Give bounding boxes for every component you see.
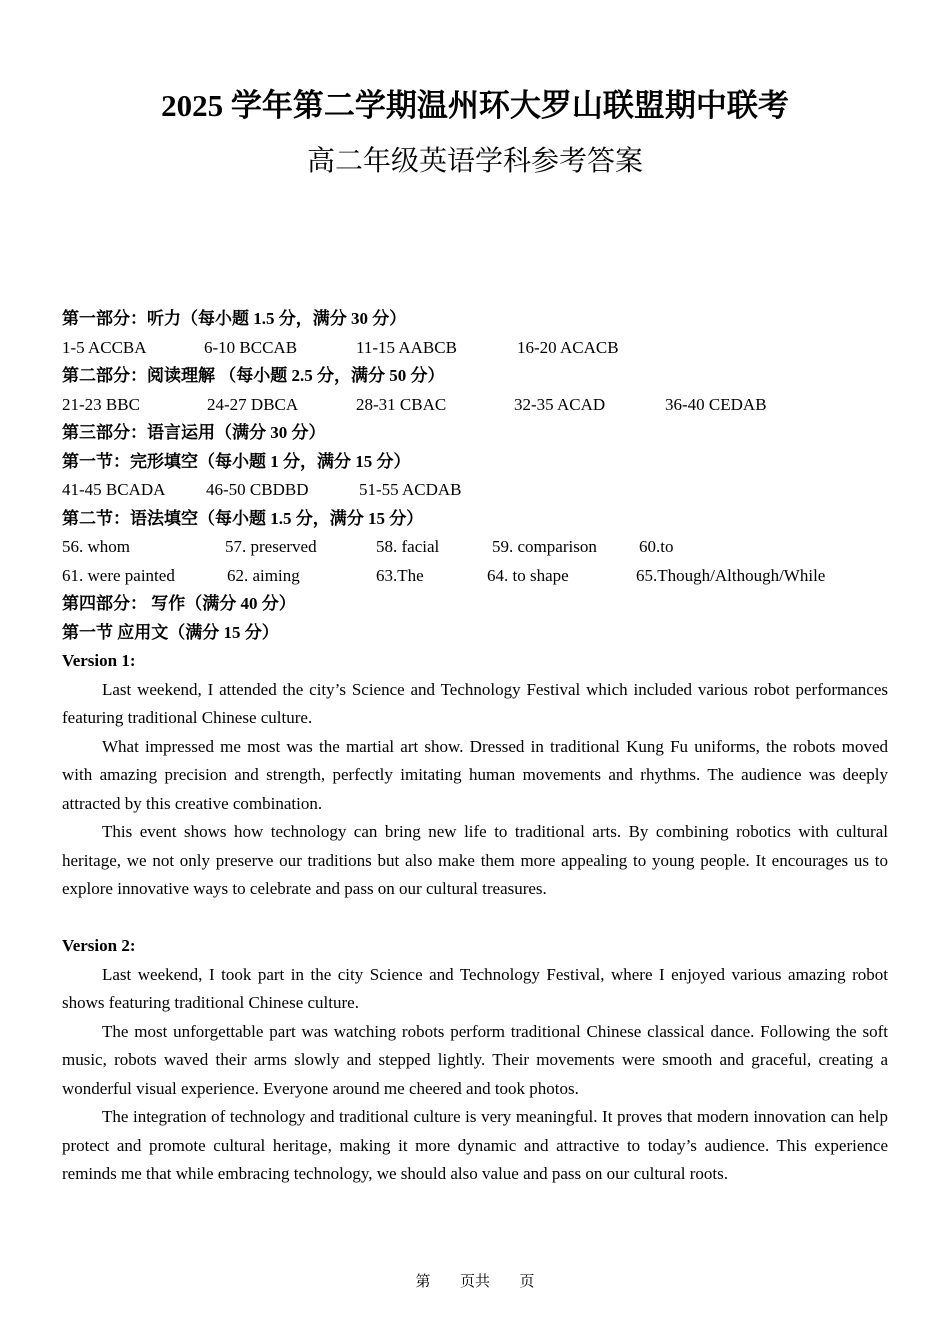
grammar-answer: 60.to: [639, 537, 674, 556]
part3-section2-row1: [62, 533, 888, 562]
part1-heading: 第一部分：听力（每小题 1.5 分，满分 30 分）: [62, 309, 407, 328]
grammar-answer: 58. facial: [376, 537, 440, 556]
grammar-answer: 56. whom: [62, 537, 130, 556]
grammar-answer: 63.The: [376, 565, 424, 585]
version1-paragraph: What impressed me most was the martial art show. Dressed in traditional Kung Fu uniforms, the robots moved with amazing precision and strength, perfectly imitating human movements and rhythms. The audience was deeply attracted by this creative combination.: [62, 736, 888, 813]
answer-group: 51-55 ACDAB: [359, 480, 462, 499]
answer-group: 36-40 CEDAB: [665, 394, 767, 414]
part3-section2-heading: 第二节：语法填空（每小题 1.5 分，满分 15 分）: [62, 508, 424, 528]
answer-group: 28-31 CBAC: [356, 394, 447, 414]
answer-group: 6-10 BCCAB: [204, 337, 298, 357]
page-title: 2025 学年第二学期温州环大罗山联盟期中联考: [161, 88, 789, 123]
part1-answers: [62, 334, 888, 363]
grammar-answer: 59. comparison: [492, 537, 597, 556]
part2-answers: [62, 391, 888, 420]
answer-group: 11-15 AABCB: [356, 337, 457, 357]
part4-section1-heading: 第一节 应用文（满分 15 分）: [62, 622, 279, 642]
part3-section1-answers: [62, 476, 888, 505]
grammar-answer: 65.Though/Although/While: [636, 565, 826, 585]
page-footer: [0, 1272, 950, 1292]
answer-content: [62, 305, 888, 1189]
part3-section1-heading: 第一节：完形填空（每小题 1 分，满分 15 分）: [62, 451, 411, 471]
footer-page-middle: 页共: [459, 1274, 490, 1290]
answer-group: 41-45 BCADA: [62, 480, 166, 499]
answer-group: 21-23 BBC: [62, 394, 140, 414]
answer-group: 1-5 ACCBA: [62, 337, 147, 357]
version1-paragraph: Last weekend, I attended the city’s Science and Technology Festival which included various robot performances featuring traditional Chinese culture.: [62, 679, 888, 727]
version2-label: Version 2:: [62, 936, 136, 955]
version1-label: Version 1:: [62, 651, 136, 670]
part4-heading: 第四部分： 写作（满分 40 分）: [62, 594, 296, 613]
spacer: [62, 904, 888, 933]
answer-group: 46-50 CBDBD: [206, 480, 309, 499]
grammar-answer: 62. aiming: [227, 565, 300, 585]
grammar-answer: 57. preserved: [225, 537, 317, 556]
answer-group: 32-35 ACAD: [514, 394, 606, 414]
version2-paragraph: Last weekend, I took part in the city Science and Technology Festival, where I enjoyed various amazing robot shows featuring traditional Chinese culture.: [62, 964, 888, 1012]
footer-page-prefix: 第: [415, 1274, 431, 1290]
answer-group: 16-20 ACACB: [517, 337, 619, 357]
version2-paragraph: The integration of technology and traditional culture is very meaningful. It proves that modern innovation can help protect and promote cultural heritage, making it more dynamic and attractive to today’s audience. This experience reminds me that while embracing technology, we should also value and pass on our cultural roots.: [62, 1107, 888, 1183]
footer-page-suffix: 页: [519, 1274, 535, 1290]
part3-heading: 第三部分：语言运用（满分 30 分）: [62, 423, 326, 442]
page-subtitle: 高二年级英语学科参考答案: [306, 146, 643, 177]
version1-paragraph: This event shows how technology can bring new life to traditional arts. By combining robotics with cultural heritage, we not only preserve our traditions but also make them more appealing to young people. It encourages us to explore innovative ways to celebrate and pass on our cultural treasures.: [62, 822, 888, 898]
answer-group: 24-27 DBCA: [207, 394, 299, 414]
grammar-answer: 64. to shape: [487, 565, 569, 585]
part2-heading: 第二部分：阅读理解 （每小题 2.5 分，满分 50 分）: [62, 366, 445, 385]
version2-paragraph: The most unforgettable part was watching robots perform traditional Chinese classical dance. Following the soft music, robots waved their arms slowly and stepped lightly. Their movements were smooth and graceful, creating a wonderful visual experience. Everyone around me cheered and took photos.: [62, 1021, 888, 1098]
grammar-answer: 61. were painted: [62, 565, 175, 585]
part3-section2-row2: [62, 562, 888, 591]
